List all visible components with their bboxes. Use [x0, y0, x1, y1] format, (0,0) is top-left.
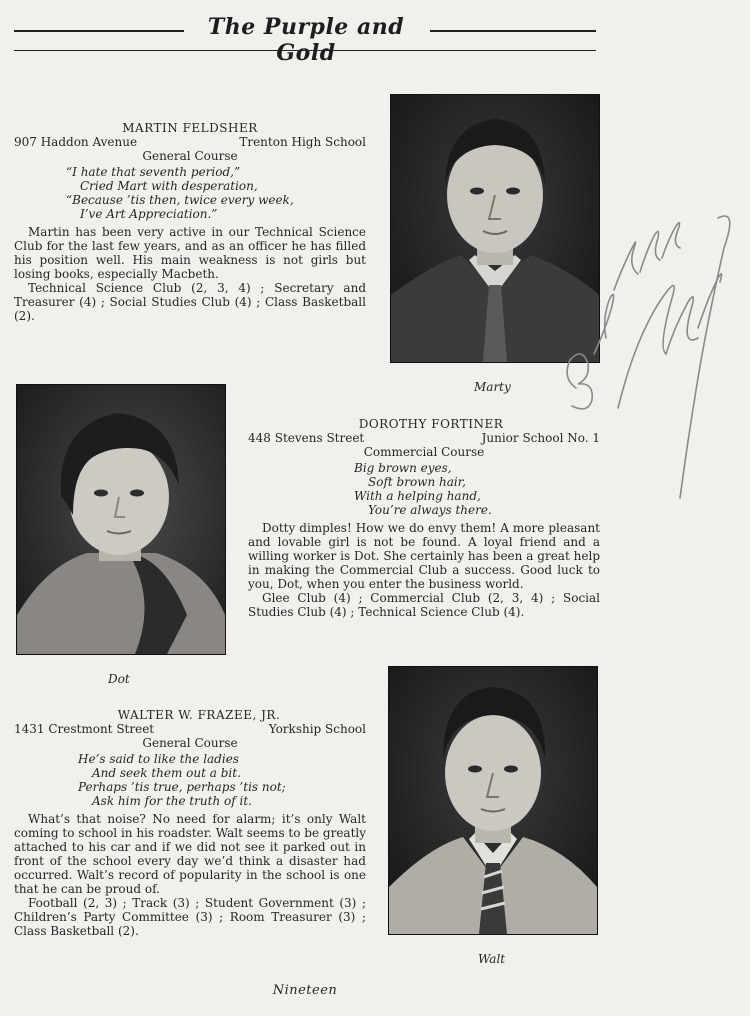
- prior-school: Junior School No. 1: [481, 431, 600, 445]
- verse-line: Perhaps ’tis true, perhaps ’tis not;: [78, 780, 286, 794]
- caption-walt: Walt: [478, 952, 506, 966]
- header-rule-right: [430, 30, 596, 32]
- student-name: DOROTHY FORTINER: [358, 417, 504, 431]
- verse-line: Ask him for the truth of it.: [92, 794, 252, 808]
- caption-dot: Dot: [108, 672, 130, 686]
- bio-paragraph: What’s that noise? No need for alarm; it’s only Walt coming to school in his roadster. Walt seems to be greatly attached to his car and if we did not see it parked out in front of the school every day we’d think a disaster had occurred. Walt’s record of popularity in the school is one that he can be proud of.: [14, 812, 367, 896]
- street-address: 907 Haddon Avenue: [14, 135, 138, 149]
- verse-line: Big brown eyes,: [354, 461, 452, 475]
- prior-school: Trenton High School: [239, 135, 366, 149]
- bio-walter-frazee: [14, 708, 366, 938]
- course: General Course: [142, 149, 238, 163]
- prior-school: Yorkship School: [268, 722, 366, 736]
- portrait-image: [389, 667, 597, 934]
- page-title: The Purple and Gold: [207, 14, 405, 66]
- caption-marty: Marty: [474, 380, 511, 394]
- course: Commercial Course: [363, 445, 485, 459]
- street-address: 448 Stevens Street: [248, 431, 365, 445]
- bio-paragraph: Dotty dimples! How we do envy them! A more pleasant and lovable girl is not be found. A loyal friend and a willing worker is Dot. She certainly has been a great help in making the Commercial Club a success. Good luck to you, Dot, when you enter the business world.: [248, 521, 600, 591]
- verse-line: He’s said to like the ladies: [78, 752, 239, 766]
- verse: [14, 752, 366, 808]
- verse-line: With a helping hand,: [354, 489, 481, 503]
- bio-martin-feldsher: [14, 121, 366, 323]
- portrait-photo-dot: [16, 384, 226, 655]
- header-rule-bottom: [14, 50, 596, 51]
- verse-line: “Because ’tis then, twice every week,: [66, 193, 294, 207]
- street-address: 1431 Crestmont Street: [14, 722, 155, 736]
- verse-line: You’re always there.: [368, 503, 492, 517]
- student-name: MARTIN FELDSHER: [122, 121, 258, 135]
- verse-line: And seek them out a bit.: [92, 766, 241, 780]
- portrait-image: [17, 385, 225, 654]
- header-rule-left: [14, 30, 184, 32]
- activities: Football (2, 3) ; Track (3) ; Student Government (3) ; Children’s Party Committee (3) ; Room Treasurer (3) ; Class Basketball (2).: [14, 896, 366, 938]
- page-number: Nineteen: [272, 983, 338, 998]
- address-line: [14, 722, 366, 736]
- page-header: [14, 10, 596, 66]
- course: General Course: [142, 736, 238, 750]
- activities: Glee Club (4) ; Commercial Club (2, 3, 4) ; Social Studies Club (4) ; Technical Science Club (4).: [248, 591, 600, 619]
- address-line: [14, 135, 366, 149]
- activities: Technical Science Club (2, 3, 4) ; Secretary and Treasurer (4) ; Social Studies Club (4) ; Class Basketball (2).: [14, 281, 366, 323]
- verse-line: Soft brown hair,: [368, 475, 466, 489]
- handwritten-signature: [548, 178, 748, 508]
- portrait-photo-walt: [388, 666, 598, 935]
- verse: [14, 165, 366, 221]
- verse-line: Cried Mart with desperation,: [80, 179, 258, 193]
- bio-paragraph: Martin has been very active in our Technical Science Club for the last few years, and as an officer he has filled his position well. His main weakness is not girls but losing books, especially Macbeth.: [14, 225, 366, 281]
- student-name: WALTER W. FRAZEE, JR.: [117, 708, 281, 722]
- verse-line: “I hate that seventh period,”: [66, 165, 241, 179]
- verse-line: I’ve Art Appreciation.”: [80, 207, 218, 221]
